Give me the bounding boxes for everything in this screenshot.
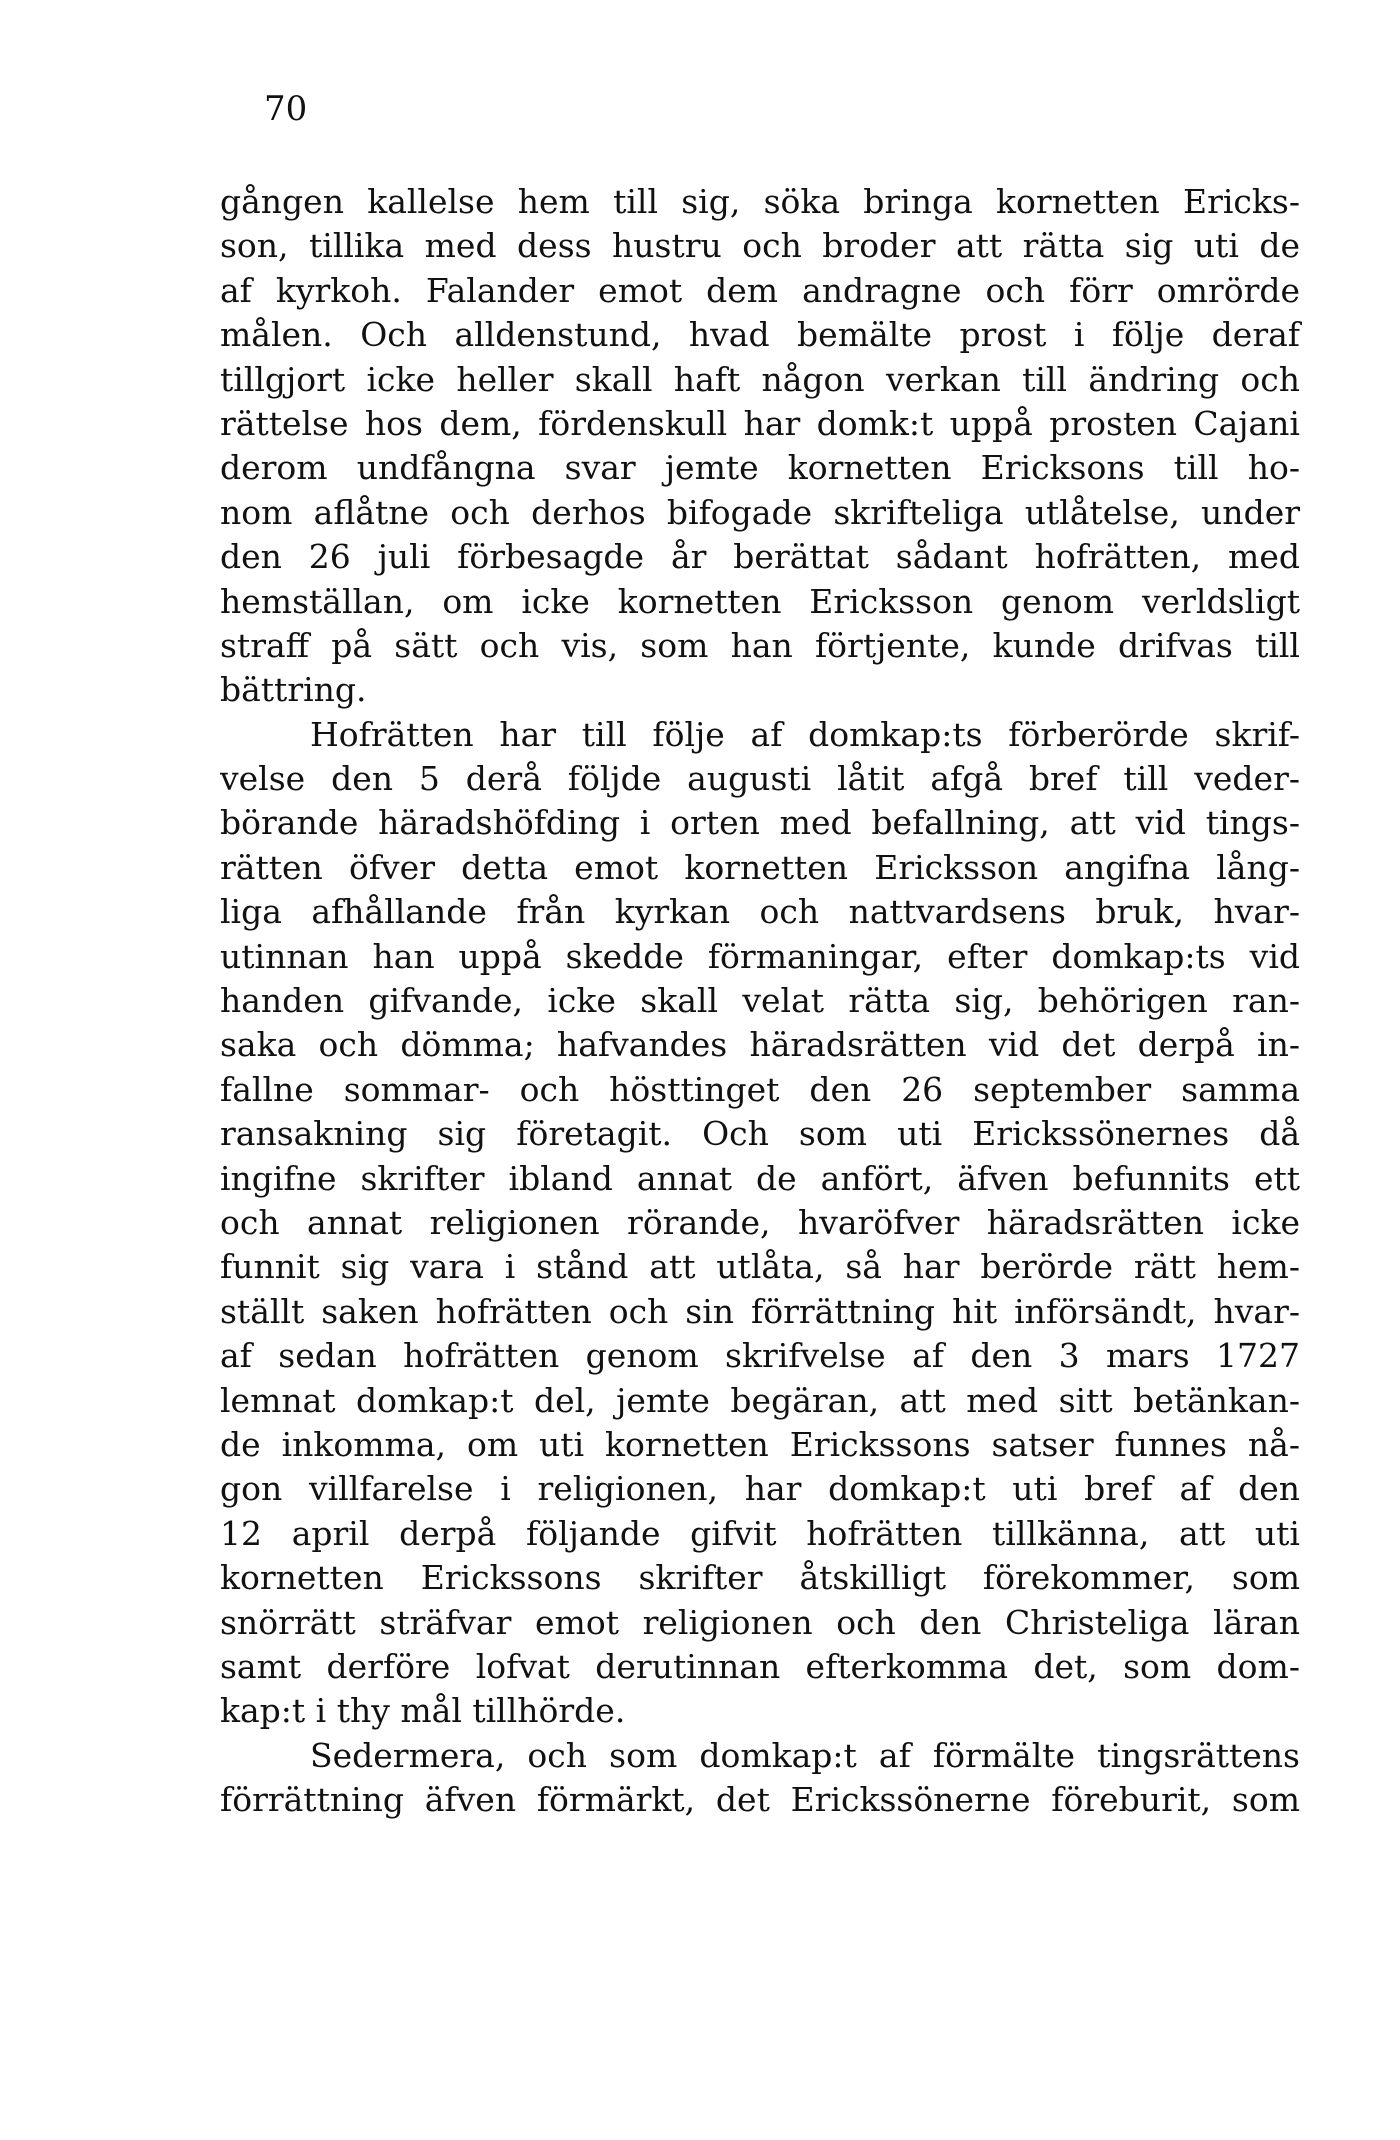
text-line: saka och dömma; hafvandes häradsrätten vid det derpå in- — [220, 1025, 1300, 1065]
text-line: son, tillika med dess hustru och broder att rätta sig uti de — [220, 226, 1300, 266]
text-line: liga afhållande från kyrkan och nattvardsens bruk, hvar- — [220, 892, 1300, 932]
text-line: förrättning äfven förmärkt, det Erickssönerne föreburit, som — [220, 1780, 1300, 1820]
text-line: Hofrätten har till följe af domkap:ts förberörde skrif- — [310, 714, 1300, 754]
text-line: handen gifvande, icke skall velat rätta sig, behörigen ran- — [220, 981, 1300, 1021]
text-line: Sedermera, och som domkap:t af förmälte tingsrättens — [310, 1735, 1300, 1775]
text-line: tillgjort icke heller skall haft någon verkan till ändring och — [220, 359, 1300, 399]
text-line: kap:t i thy mål tillhörde. — [220, 1691, 626, 1731]
text-line: utinnan han uppå skedde förmaningar, efter domkap:ts vid — [220, 936, 1300, 976]
text-line: gången kallelse hem till sig, söka bringa kornetten Ericks- — [220, 182, 1300, 221]
text-line: samt derföre lofvat derutinnan efterkomma det, som dom- — [220, 1646, 1300, 1686]
text-line: den 26 juli förbesagde år berättat sådant hofrätten, med — [220, 537, 1300, 577]
body-text — [220, 180, 1300, 1822]
text-line: nom aflåtne och derhos bifogade skrifteliga utlåtelse, under — [220, 492, 1300, 532]
text-line: ransakning sig företagit. Och som uti Erickssönernes då — [220, 1114, 1300, 1154]
text-line: af kyrkoh. Falander emot dem andragne och förr omrörde — [220, 270, 1300, 310]
text-line: velse den 5 derå följde augusti låtit afgå bref till veder- — [220, 759, 1300, 799]
text-line: ställt saken hofrätten och sin förrättning hit införsändt, hvar- — [220, 1291, 1300, 1331]
text-line: straff på sätt och vis, som han förtjente, kunde drifvas till — [220, 625, 1300, 665]
text-line: börande häradshöfding i orten med befallning, att vid tings- — [220, 803, 1300, 843]
page-number: 70 — [264, 89, 308, 129]
text-line: de inkomma, om uti kornetten Erickssons satser funnes nå- — [220, 1424, 1300, 1464]
text-line: derom undfångna svar jemte kornetten Ericksons till ho- — [220, 448, 1300, 488]
text-line: gon villfarelse i religionen, har domkap:t uti bref af den — [220, 1469, 1300, 1509]
text-line: bättring. — [220, 670, 367, 710]
text-line: målen. Och alldenstund, hvad bemälte prost i följe deraf — [220, 315, 1300, 355]
text-line: och annat religionen rörande, hvaröfver häradsrätten icke — [220, 1202, 1300, 1242]
text-line: rätten öfver detta emot kornetten Ericksson angifna lång- — [220, 847, 1300, 887]
text-line: af sedan hofrätten genom skrifvelse af den 3 mars 1727 — [220, 1336, 1300, 1376]
text-line: hemställan, om icke kornetten Ericksson genom verldsligt — [220, 581, 1300, 621]
text-line: rättelse hos dem, fördenskull har domk:t uppå prosten Cajani — [220, 403, 1300, 443]
text-line: snörrätt sträfvar emot religionen och den Christeliga läran — [220, 1602, 1300, 1642]
text-line: 12 april derpå följande gifvit hofrätten tillkänna, att uti — [220, 1513, 1300, 1553]
text-line: funnit sig vara i stånd att utlåta, så har berörde rätt hem- — [220, 1247, 1300, 1287]
text-line: fallne sommar- och hösttinget den 26 september samma — [220, 1069, 1300, 1109]
text-line: kornetten Erickssons skrifter åtskilligt förekommer, som — [220, 1558, 1300, 1598]
text-line: lemnat domkap:t del, jemte begäran, att med sitt betänkan- — [220, 1380, 1300, 1420]
text-line: ingifne skrifter ibland annat de anfört, äfven befunnits ett — [220, 1158, 1300, 1198]
